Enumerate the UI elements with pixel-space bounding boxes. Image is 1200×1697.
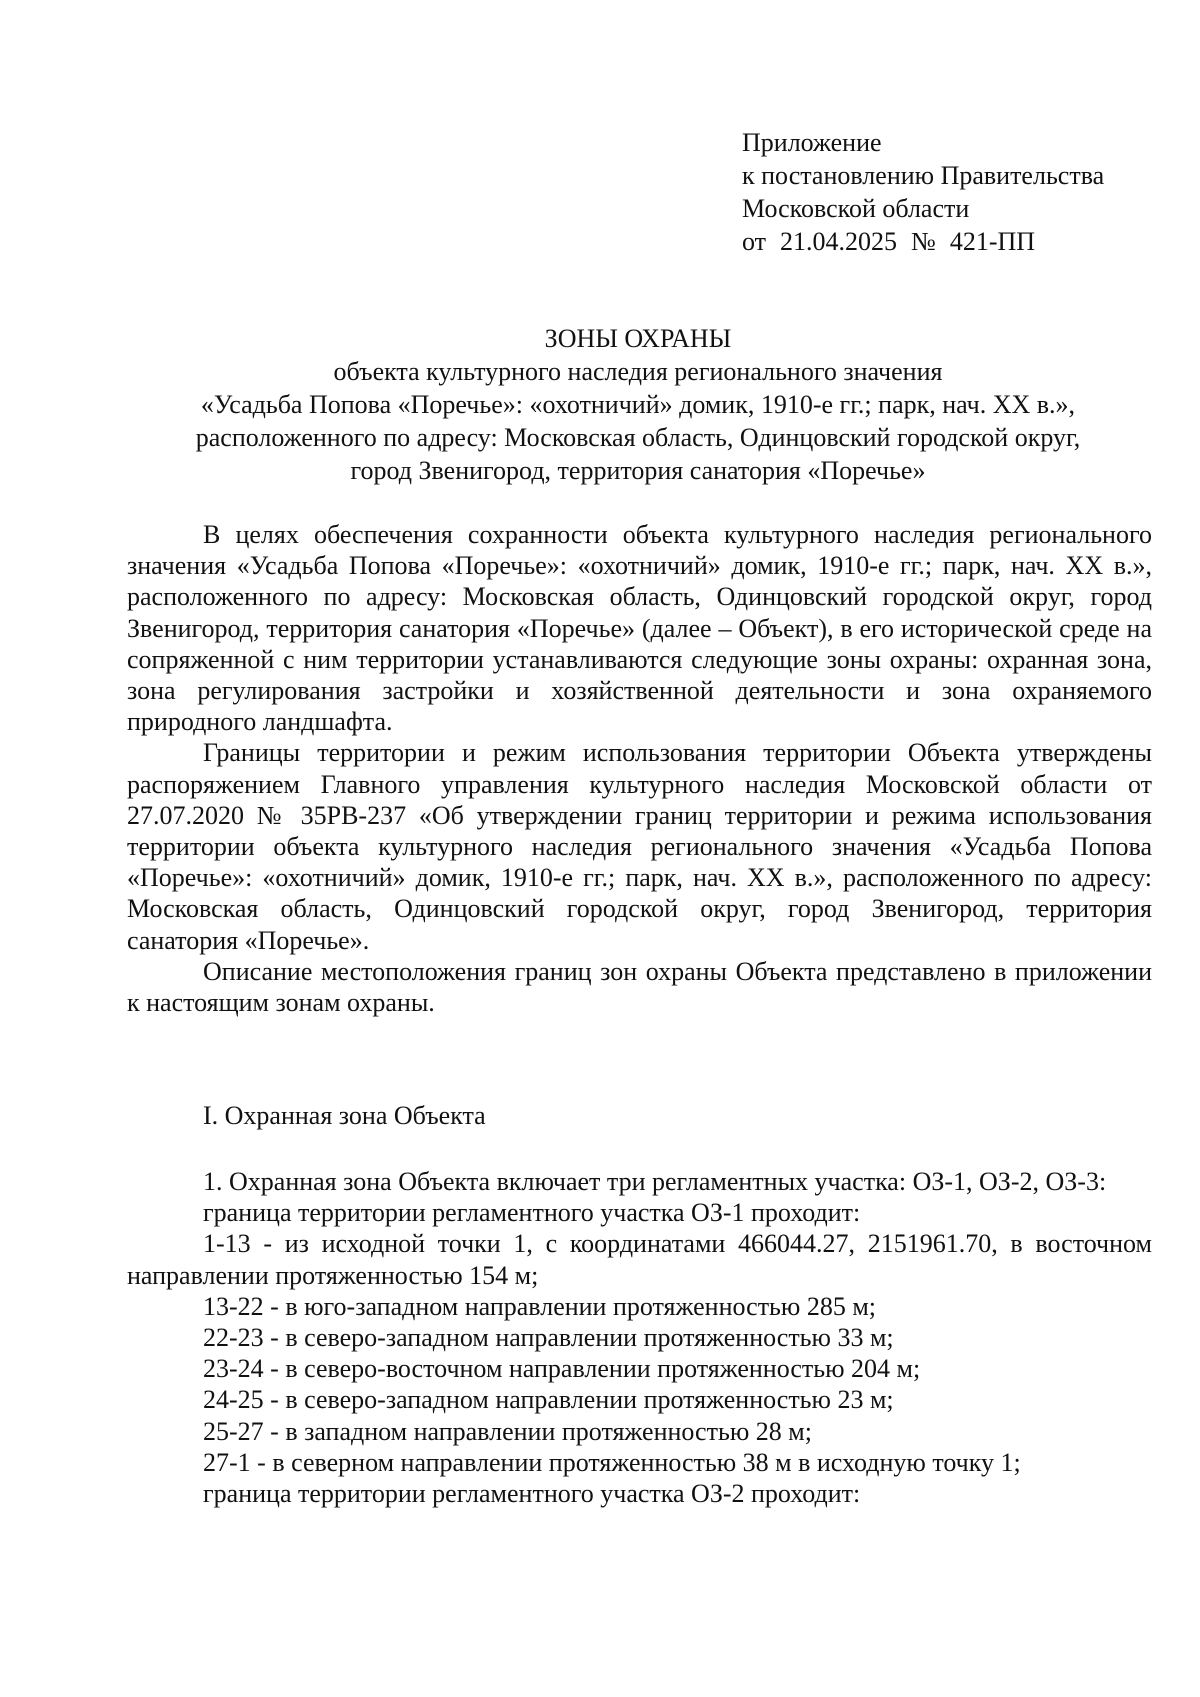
heading-line-3: «Усадьба Попова «Поречье»: «охотничий» домик, 1910-е гг.; парк, нач. XX в.», [200,390,1076,419]
oz1-boundary-intro: граница территории регламентного участка ОЗ-1 проходит: [203,1198,861,1228]
attachment-block [742,126,1104,258]
boundary-segment: 25-27 - в западном направлении протяженностью 28 м; [203,1416,812,1446]
resolution-number: 421-ПП [949,227,1036,256]
oz2-boundary-intro: граница территории регламентного участка ОЗ-2 проходит: [203,1479,861,1509]
boundary-segment: 24-25 - в северо-западном направлении протяженностью 23 м; [203,1385,894,1415]
attachment-line-2: к постановлению Правительства [742,161,1105,190]
document-heading [128,322,1148,487]
resolution-date: 21.04.2025 [780,227,898,256]
security-zone-text [127,1166,1152,1509]
boundary-segment: 23-24 - в северо-восточном направлении протяженностью 204 м; [203,1354,921,1384]
boundary-segment: 27-1 - в северном направлении протяженностью 38 м в исходную точку 1; [203,1447,1021,1477]
attachment-reference [742,225,1104,258]
date-prefix: от [742,227,767,256]
section-heading: I. Охранная зона Объекта [203,1101,486,1130]
heading-line-2: объекта культурного наследия регионального значения [333,357,943,386]
heading-line-5: город Звенигород, территория санатория «Поречье» [350,456,926,485]
intro-paragraph-1: В целях обеспечения сохранности объекта культурного наследия регионального значения «Усадьба Попова «Поречье»: «охотничий» домик, 1910-е гг.; парк, нач. XX в.», расположенного по адресу: Московская область, Одинцовский городской округ, город Звенигород, территория санатория «Поречье» (далее – Объект), в его исторической среде на сопряженной с ним территории устанавливаются следующие зоны охраны: охранная зона, зона регулирования застройки и хозяйственной деятельности и зона охраняемого природного ландшафта. [127,520,1152,737]
boundary-segment: 22-23 - в северо-западном направлении протяженностью 33 м; [203,1323,894,1353]
heading-line-4: расположенного по адресу: Московская область, Одинцовский городской округ, [195,423,1081,452]
intro-text [127,519,1152,1018]
intro-paragraph-3: Описание местоположения границ зон охраны Объекта представлено в приложении к настоящим зонам охраны. [127,956,1152,1018]
boundary-segment: 13-22 - в юго-западном направлении протяженностью 285 м; [203,1291,877,1321]
attachment-line-3: Московской области [742,194,970,223]
document-title: ЗОНЫ ОХРАНЫ [544,324,732,353]
zone-paragraph-1: 1. Охранная зона Объекта включает три регламентных участка: ОЗ-1, ОЗ-2, ОЗ-3: [203,1167,1107,1196]
number-sign: № [911,227,936,256]
attachment-line-1: Приложение [742,128,882,157]
intro-paragraph-2: Границы территории и режим использования территории Объекта утверждены распоряжением Главного управления культурного наследия Московской области от 27.07.2020 № 35РВ-237 «Об утверждении границ территории и режима использования территории объекта культурного наследия регионального значения «Усадьба Попова «Поречье»: «охотничий» домик, 1910-е гг.; парк, нач. XX в.», расположенного по адресу: Московская область, Одинцовский городской округ, город Звенигород, территория санатория «Поречье». [127,738,1152,955]
boundary-segment: 1-13 - из исходной точки 1, с координатами 466044.27, 2151961.70, в восточном направлении протяженностью 154 м; [127,1229,1152,1290]
